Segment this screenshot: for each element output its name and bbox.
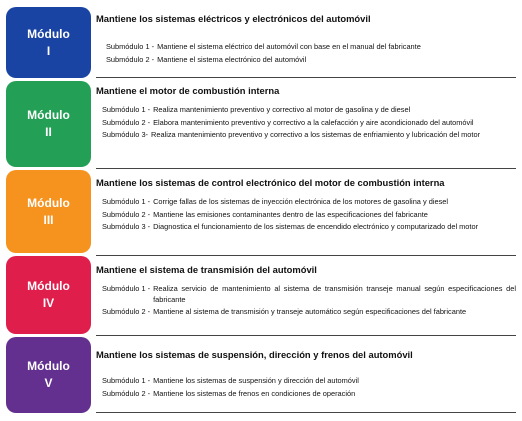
submodule-text: Corrige fallas de los sistemas de inyección electrónica de los motores de gasolina y diesel <box>153 197 449 206</box>
submodule-label: Submódulo 2 - <box>102 117 151 127</box>
module-content <box>96 13 516 78</box>
module-label: Módulo <box>27 359 70 373</box>
module-2 <box>0 79 522 169</box>
module-badge <box>6 7 91 78</box>
module-1 <box>0 0 522 80</box>
submodule-label: Submódulo 2 - <box>102 388 151 398</box>
submodule-text: Mantiene las emisiones contaminantes dentro de las especificaciones del fabricante <box>153 209 428 219</box>
submodule-label: Submódulo 1 - <box>102 284 151 293</box>
submodule-label: Submódulo 2 - <box>102 307 151 316</box>
module-label: Módulo <box>27 195 70 210</box>
module-numeral: V <box>44 376 53 390</box>
module-content <box>96 264 516 336</box>
submodule-text: Mantiene el sistema electrónico del automóvil <box>157 54 307 64</box>
submodule-text: Realiza mantenimiento preventivo y correctivo al motor de gasolina y de diesel <box>153 105 411 114</box>
submodule-text: Realiza servicio de mantenimiento al sistema de transmisión transeje manual según especificaciones del fabricante <box>153 284 516 304</box>
submodule-label: Submódulo 1 - <box>102 376 151 385</box>
submodule-item <box>102 222 516 233</box>
submodule-list <box>96 105 516 143</box>
module-label: Módulo <box>27 108 70 122</box>
module-numeral: IV <box>42 296 55 310</box>
submodule-label: Submódulo 1 - <box>102 105 151 114</box>
module-numeral: II <box>45 125 52 139</box>
submodule-list <box>96 376 516 401</box>
submodule-label: Submódulo 1 - <box>102 197 151 206</box>
module-3 <box>0 169 522 255</box>
submodule-text: Mantiene el sistema eléctrico del automóvil con base en el manual del fabricante <box>157 42 421 51</box>
submodule-list <box>96 42 516 67</box>
submodule-label: Submódulo 1 - <box>106 42 155 51</box>
module-divider <box>96 412 516 413</box>
module-content <box>96 349 516 419</box>
module-numeral: I <box>46 43 51 58</box>
submodule-item <box>102 389 516 400</box>
submodule-text: Elabora mantenimiento preventivo y correctivo a la calefacción y aire acondicionado del automóvil <box>153 117 474 127</box>
module-badge <box>6 170 91 253</box>
submodule-label: Submódulo 2 - <box>102 209 151 219</box>
module-badge <box>6 337 91 413</box>
module-content <box>96 85 516 169</box>
submodule-label: Submódulo 3- <box>102 130 149 139</box>
module-5 <box>0 336 522 421</box>
submodule-item <box>102 130 516 141</box>
module-content <box>96 177 516 255</box>
submodule-text: Mantiene los sistemas de suspensión y dirección del automóvil <box>153 376 359 385</box>
submodule-label: Submódulo 3 - <box>102 222 151 231</box>
submodule-item <box>102 118 516 129</box>
module-title: Mantiene los sistemas de suspensión, dirección y frenos del automóvil <box>96 349 413 360</box>
submodule-item <box>102 105 516 116</box>
submodule-text: Mantiene los sistemas de frenos en condiciones de operación <box>153 388 356 398</box>
module-title: Mantiene los sistemas eléctricos y electrónicos del automóvil <box>96 13 371 24</box>
module-badge <box>6 256 91 334</box>
submodule-text: Mantiene al sistema de transmisión y transeje automático según especificaciones del fabricante <box>153 307 467 316</box>
submodule-item <box>106 55 516 66</box>
submodule-item <box>102 376 516 387</box>
submodule-item <box>102 284 516 305</box>
module-4 <box>0 256 522 336</box>
submodule-list <box>96 197 516 235</box>
submodule-item <box>102 210 516 221</box>
module-title: Mantiene el motor de combustión interna <box>96 85 280 96</box>
module-label: Módulo <box>27 279 70 293</box>
module-title: Mantiene los sistemas de control electrónico del motor de combustión interna <box>96 177 445 188</box>
submodule-text: Diagnostica el funcionamiento de los sistemas de encendido electrónico y computarizado del motor <box>153 222 479 231</box>
module-numeral: III <box>43 212 54 227</box>
submodule-label: Submódulo 2 - <box>106 54 155 64</box>
submodule-item <box>106 42 516 53</box>
module-divider <box>96 77 516 78</box>
submodule-item <box>102 197 516 208</box>
module-title: Mantiene el sistema de transmisión del automóvil <box>96 264 317 275</box>
module-badge <box>6 81 91 167</box>
submodule-item <box>102 307 516 318</box>
module-label: Módulo <box>27 26 70 41</box>
submodule-text: Realiza mantenimiento preventivo y correctivo a los sistemas de enfriamiento y lubricación del motor <box>151 130 481 139</box>
submodule-list <box>96 284 516 320</box>
